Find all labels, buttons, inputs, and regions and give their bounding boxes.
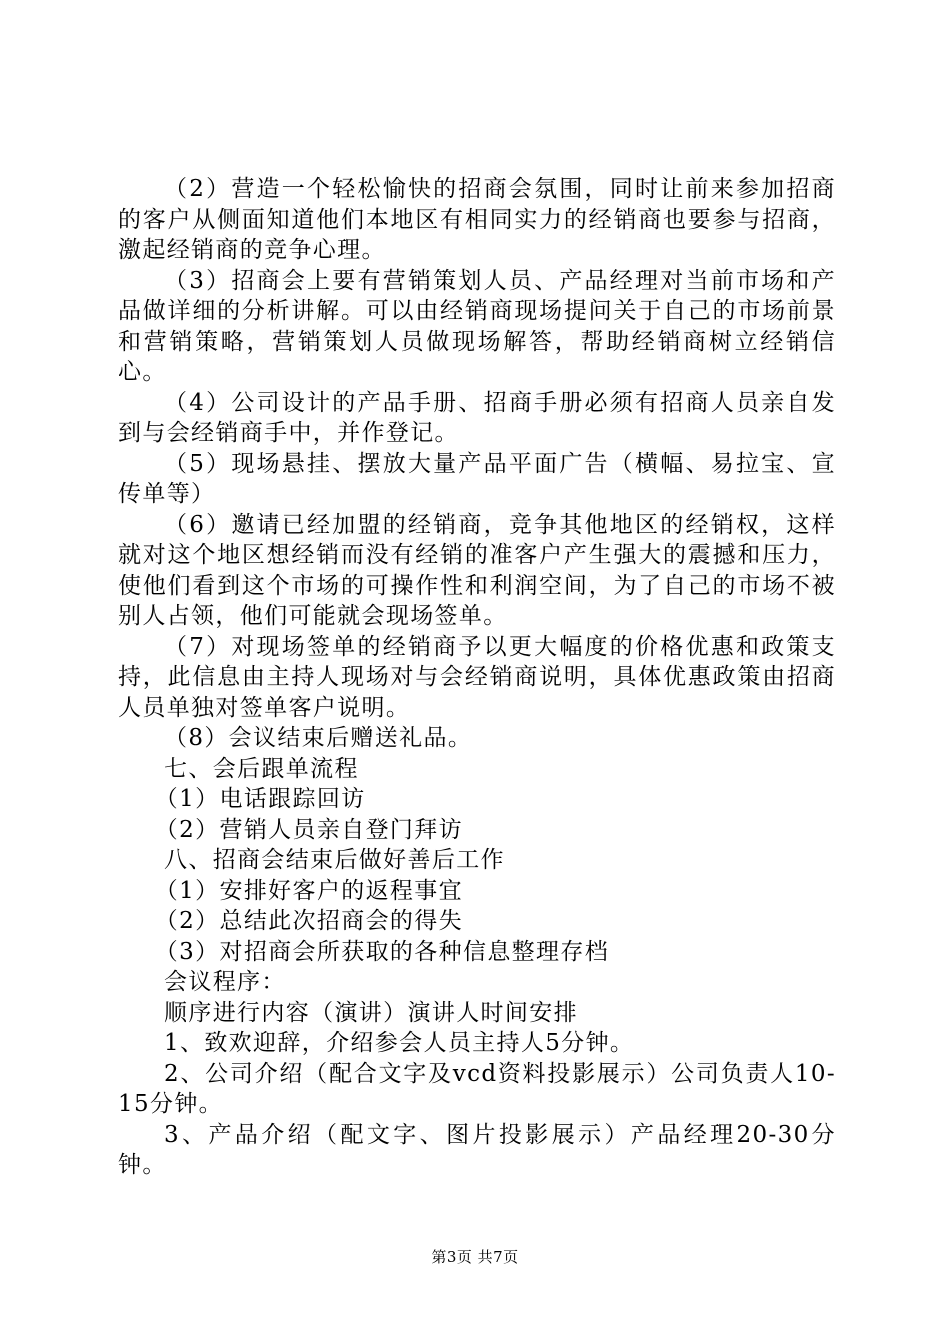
- paragraph: （2）营造一个轻松愉快的招商会氛围，同时让前来参加招商的客户从侧面知道他们本地区有相同实力的经销商也要参与招商，激起经销商的竞争心理。: [118, 176, 836, 263]
- section-heading: 会议程序：: [164, 969, 286, 995]
- list-item: （1）电话跟踪回访: [154, 786, 366, 812]
- paragraph: 3、产品介绍（配文字、图片投影展示）产品经理20-30分钟。: [118, 1121, 836, 1178]
- paragraph: （4）公司设计的产品手册、招商手册必须有招商人员亲自发到与会经销商手中，并作登记。: [118, 389, 836, 446]
- paragraph: （3）招商会上要有营销策划人员、产品经理对当前市场和产品做详细的分析讲解。可以由经销商现场提问关于自己的市场前景和营销策略，营销策划人员做现场解答，帮助经销商树立经销信心。: [118, 267, 836, 385]
- paragraph: 1、致欢迎辞，介绍参会人员主持人5分钟。: [164, 1030, 635, 1056]
- section-heading: 顺序进行内容（演讲）演讲人时间安排: [164, 999, 578, 1026]
- page-number: 第3页 共7页: [431, 1248, 519, 1266]
- paragraph: （7）对现场签单的经销商予以更大幅度的价格优惠和政策支持，此信息由主持人现场对与会经销商说明，具体优惠政策由招商人员单独对签单客户说明。: [118, 633, 836, 721]
- paragraph: （5）现场悬挂、摆放大量产品平面广告（横幅、易拉宝、宣传单等）: [118, 450, 836, 507]
- list-item: （1）安排好客户的返程事宜: [154, 877, 463, 904]
- list-item: （3）对招商会所获取的各种信息整理存档: [154, 938, 610, 965]
- paragraph: （8）会议结束后赠送礼品。: [164, 725, 473, 751]
- list-item: （2）营销人员亲自登门拜访: [154, 816, 463, 843]
- document-body: [118, 174, 836, 1181]
- section-heading: 七、会后跟单流程: [164, 755, 359, 782]
- paragraph: 2、公司介绍（配合文字及vcd资料投影展示）公司负责人10-15分钟。: [118, 1060, 836, 1117]
- list-item: （2）总结此次招商会的得失: [154, 908, 463, 934]
- section-heading: 八、招商会结束后做好善后工作: [164, 847, 505, 873]
- paragraph: （6）邀请已经加盟的经销商，竞争其他地区的经销权，这样就对这个地区想经销而没有经销的准客户产生强大的震撼和压力，使他们看到这个市场的可操作性和利润空间，为了自己的市场不被别人占领，他们可能就会现场签单。: [118, 511, 836, 629]
